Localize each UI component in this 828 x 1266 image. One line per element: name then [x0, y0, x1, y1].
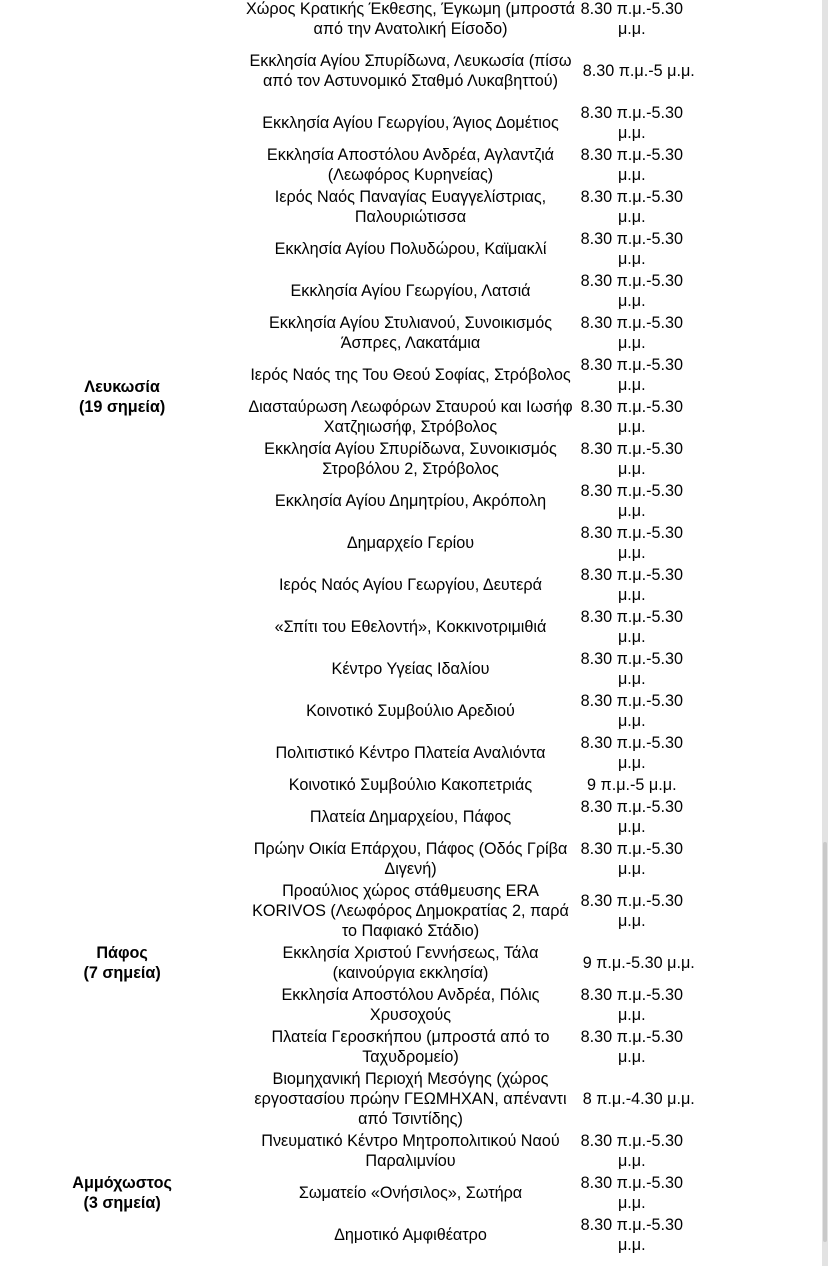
location-cell: Κοινοτικό Συμβούλιο Κακοπετριάς — [288, 776, 533, 794]
district-cell-ammochostos — [0, 1130, 244, 1256]
location-cell: Εκκλησία Αγίου Γεωργίου, Λατσιά — [290, 282, 531, 300]
location-cell: Προαύλιος χώρος στάθμευσης ERA KORIVOS (Λεωφόρος Δημοκρατίας 2, παρά το Παφιακό Στάδιο) — [252, 882, 569, 940]
district-name: Λευκωσία — [84, 378, 160, 396]
table-row — [0, 796, 820, 838]
location-cell: Εκκλησία Αποστόλου Ανδρέα, Αγλαντζιά (Λεωφόρος Κυρηνείας) — [266, 146, 555, 184]
hours-cell: 8.30 π.μ.-5.30 μ.μ. — [580, 272, 683, 310]
location-cell: Πολιτιστικό Κέντρο Πλατεία Αναλιόντα — [275, 744, 546, 762]
location-cell: Κοινοτικό Συμβούλιο Αρεδιού — [306, 702, 515, 720]
district-cell-lefkosia — [0, 0, 244, 796]
hours-cell: 8.30 π.μ.-5.30 μ.μ. — [580, 692, 683, 730]
district-count: (3 σημεία) — [83, 1194, 161, 1212]
location-cell: «Σπίτι του Εθελοντή», Κοκκινοτριμιθιά — [274, 618, 547, 636]
hours-cell: 8.30 π.μ.-5 μ.μ. — [582, 62, 695, 80]
hours-cell: 8.30 π.μ.-5.30 μ.μ. — [580, 398, 683, 436]
hours-cell: 8.30 π.μ.-5.30 μ.μ. — [580, 524, 683, 562]
hours-cell: 8.30 π.μ.-5.30 μ.μ. — [580, 1174, 683, 1212]
hours-cell: 8.30 π.μ.-5.30 μ.μ. — [580, 986, 683, 1024]
location-cell: Πρώην Οικία Επάρχου, Πάφος (Οδός Γρίβα Διγενή) — [253, 840, 568, 878]
hours-cell: 8.30 π.μ.-5.30 μ.μ. — [580, 0, 683, 38]
location-cell: Ιερός Ναός Παναγίας Ευαγγελίστριας, Παλουριώτισσα — [274, 188, 547, 226]
hours-cell: 8.30 π.μ.-5.30 μ.μ. — [580, 188, 683, 226]
location-cell: Κέντρο Υγείας Ιδαλίου — [331, 660, 490, 678]
location-cell: Χώρος Κρατικής Έκθεσης, Έγκωμη (μπροστά από την Ανατολική Είσοδο) — [245, 0, 576, 38]
location-cell: Εκκλησία Αγίου Γεωργίου, Άγιος Δομέτιος — [262, 114, 559, 132]
location-cell: Εκκλησία Αγίου Σπυρίδωνα, Λευκωσία (πίσω από τον Αστυνομικό Σταθμό Λυκαβηττού) — [249, 52, 572, 90]
location-cell: Ιερός Ναός Αγίου Γεωργίου, Δευτερά — [279, 576, 542, 594]
hours-cell: 8.30 π.μ.-5.30 μ.μ. — [580, 840, 683, 878]
district-name: Αμμόχωστος — [72, 1174, 172, 1192]
location-cell: Πλατεία Γεροσκήπου (μπροστά από το Ταχυδρομείο) — [271, 1028, 550, 1066]
hours-cell: 8.30 π.μ.-5.30 μ.μ. — [580, 798, 683, 836]
district-count: (7 σημεία) — [83, 964, 161, 982]
table-row — [0, 0, 820, 40]
location-cell: Πνευματικό Κέντρο Μητροπολιτικού Ναού Παραλιμνίου — [261, 1132, 560, 1170]
hours-cell: 8.30 π.μ.-5.30 μ.μ. — [580, 1028, 683, 1066]
scrollbar-track[interactable] — [822, 0, 828, 1266]
location-cell: Βιομηχανική Περιοχή Μεσόγης (χώρος εργοστασίου πρώην ΓΕΩΜΗΧΑΝ, απέναντι από Τσιντίδης) — [254, 1070, 567, 1128]
hours-cell: 8.30 π.μ.-5.30 μ.μ. — [580, 1132, 683, 1170]
hours-cell: 8.30 π.μ.-5.30 μ.μ. — [580, 734, 683, 772]
hours-cell: 8.30 π.μ.-5.30 μ.μ. — [580, 230, 683, 268]
hours-cell: 8 π.μ.-4.30 μ.μ. — [582, 1090, 695, 1108]
hours-cell: 9 π.μ.-5.30 μ.μ. — [582, 954, 695, 972]
district-name: Πάφος — [96, 944, 148, 962]
hours-cell: 8.30 π.μ.-5.30 μ.μ. — [580, 892, 683, 930]
hours-cell: 8.30 π.μ.-5.30 μ.μ. — [580, 650, 683, 688]
district-cell-pafos — [0, 796, 244, 1130]
hours-cell: 8.30 π.μ.-5.30 μ.μ. — [580, 566, 683, 604]
hours-cell: 8.30 π.μ.-5.30 μ.μ. — [580, 104, 683, 142]
location-cell: Εκκλησία Αγίου Δημητρίου, Ακρόπολη — [274, 492, 547, 510]
location-cell: Εκκλησία Αποστόλου Ανδρέα, Πόλις Χρυσοχούς — [281, 986, 540, 1024]
hours-cell: 8.30 π.μ.-5.30 μ.μ. — [580, 1216, 683, 1254]
hours-cell: 8.30 π.μ.-5.30 μ.μ. — [580, 146, 683, 184]
hours-cell: 8.30 π.μ.-5.30 μ.μ. — [580, 608, 683, 646]
location-cell: Διασταύρωση Λεωφόρων Σταυρού και Ιωσήφ Χατζηιωσήφ, Στρόβολος — [248, 398, 573, 436]
location-cell: Πλατεία Δημαρχείου, Πάφος — [309, 808, 512, 826]
hours-cell: 8.30 π.μ.-5.30 μ.μ. — [580, 356, 683, 394]
table-row — [0, 1130, 820, 1172]
location-cell: Εκκλησία Αγίου Στυλιανού, Συνοικισμός Άσπρες, Λακατάμια — [268, 314, 552, 352]
hours-cell: 8.30 π.μ.-5.30 μ.μ. — [580, 314, 683, 352]
scrollbar-thumb[interactable] — [823, 842, 827, 1242]
hours-cell: 8.30 π.μ.-5.30 μ.μ. — [580, 482, 683, 520]
district-count: (19 σημεία) — [78, 398, 166, 416]
location-cell: Εκκλησία Αγίου Πολυδώρου, Καϊμακλί — [274, 240, 547, 258]
location-cell: Ιερός Ναός της Του Θεού Σοφίας, Στρόβολος — [250, 366, 571, 384]
location-cell: Σωματείο «Ονήσιλος», Σωτήρα — [298, 1184, 523, 1202]
location-cell: Εκκλησία Χριστού Γεννήσεως, Τάλα (καινούργια εκκλησία) — [282, 944, 539, 982]
hours-cell: 9 π.μ.-5 μ.μ. — [587, 776, 677, 794]
location-cell: Δημαρχείο Γερίου — [346, 534, 475, 552]
location-cell: Δημοτικό Αμφιθέατρο — [334, 1226, 487, 1244]
location-cell: Εκκλησία Αγίου Σπυρίδωνα, Συνοικισμός Στροβόλου 2, Στρόβολος — [264, 440, 557, 478]
hours-cell: 8.30 π.μ.-5.30 μ.μ. — [580, 440, 683, 478]
